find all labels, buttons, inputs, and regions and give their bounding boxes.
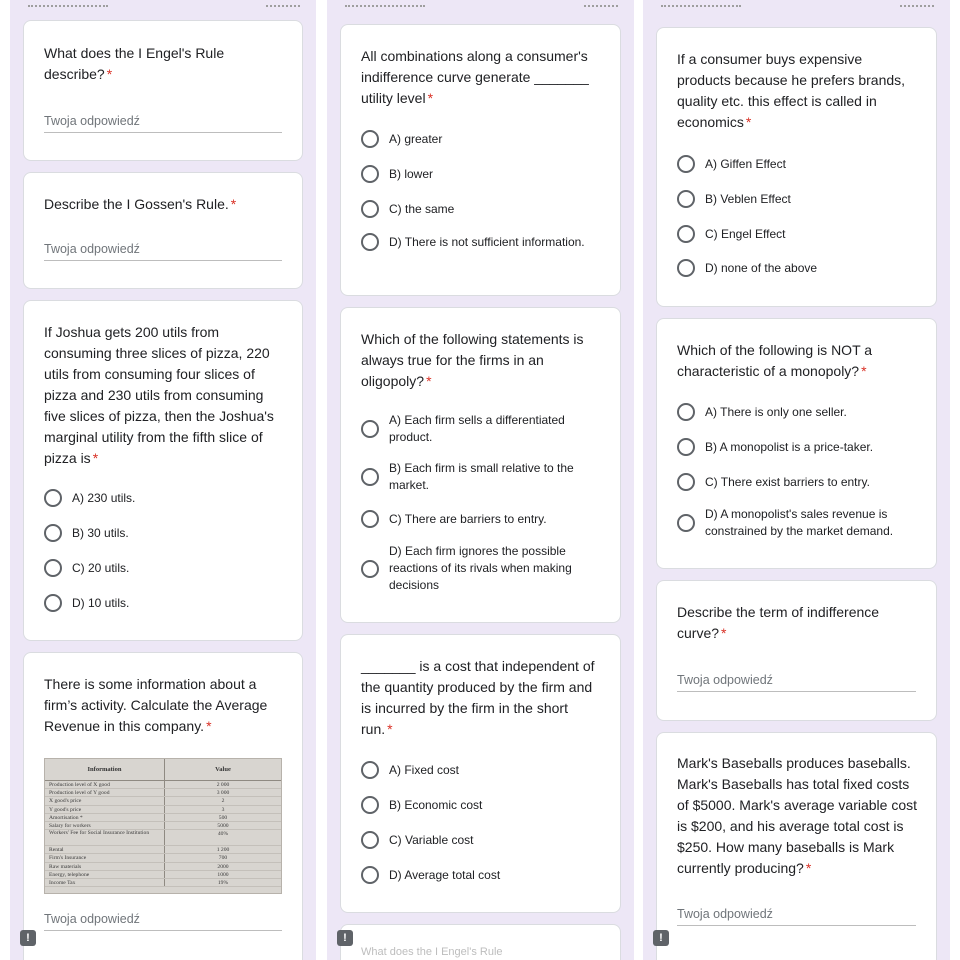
radio-button[interactable] [677, 190, 695, 208]
radio-option[interactable]: D) Each firm ignores the possible reactions of its rivals when making decisions [361, 543, 606, 594]
report-icon[interactable]: ! [653, 930, 669, 946]
partial-question-text: What does the I Engel's Rule [361, 946, 503, 958]
table-row: Amortisation * 500 [45, 814, 281, 822]
radio-option[interactable]: D) There is not sufficient information. [361, 233, 606, 251]
short-answer-input[interactable]: Twoja odpowiedź [677, 906, 916, 926]
report-icon[interactable]: ! [337, 930, 353, 946]
question-card-monopoly [656, 318, 937, 569]
table-row: Rental 1 200 [45, 846, 281, 854]
status-bar [327, 2, 634, 14]
question-card-indifference-curve [656, 580, 937, 721]
question-title: There is some information about a firm’s activity. Calculate the Average Revenue in this company. * [44, 676, 268, 734]
info-table-image [44, 758, 282, 894]
radio-option[interactable]: A) There is only one seller. [677, 403, 922, 421]
question-card-average-revenue [23, 652, 303, 960]
radio-option[interactable]: D) 10 utils. [44, 594, 288, 612]
short-answer-input[interactable]: Twoja odpowiedź [44, 113, 282, 133]
radio-button[interactable] [677, 403, 695, 421]
radio-button[interactable] [361, 130, 379, 148]
radio-button[interactable] [361, 761, 379, 779]
question-card-gossens-rule [23, 172, 303, 289]
table-row: Workers' Fee for Social Insurance Institution 40% [45, 830, 281, 846]
question-card-fixed-cost [340, 634, 621, 913]
table-row: Production level of X good 2 000 [45, 781, 281, 789]
radio-option[interactable]: C) the same [361, 200, 606, 218]
question-title: Mark's Baseballs produces baseballs. Mark's Baseballs has total fixed costs of $5000. Mark's average variable cost is $200, and his average total cost is $250. How many baseballs is Mark currently producing? * [677, 755, 918, 876]
table-row: Production level of Y good 3 000 [45, 789, 281, 797]
question-title: If a consumer buys expensive products because he prefers brands, quality etc. this effect is called in economics * [677, 51, 906, 130]
question-card-indifference-utility [340, 24, 621, 296]
table-row: Income Tax 19% [45, 879, 281, 887]
table-row: Y good's price 3 [45, 806, 281, 814]
form-panel-3 [643, 0, 950, 960]
radio-button[interactable] [677, 225, 695, 243]
table-row: X good's price 2 [45, 797, 281, 805]
table-row: Salary for workers 5000 [45, 822, 281, 830]
radio-button[interactable] [44, 559, 62, 577]
question-title: What does the I Engel's Rule describe? * [44, 45, 225, 82]
radio-button[interactable] [677, 473, 695, 491]
table-header: Information Value [45, 759, 281, 781]
radio-option[interactable]: D) Average total cost [361, 866, 606, 884]
status-bar [643, 2, 950, 14]
radio-option[interactable]: A) Giffen Effect [677, 155, 922, 173]
radio-option[interactable]: B) 30 utils. [44, 524, 288, 542]
table-row: Firm's Insurance 700 [45, 854, 281, 862]
short-answer-input[interactable]: Twoja odpowiedź [44, 241, 282, 261]
radio-option[interactable]: B) Each firm is small relative to the market. [361, 460, 606, 494]
question-card-brand-effect [656, 27, 937, 307]
question-title: All combinations along a consumer's indifference curve generate _______ utility level * [361, 48, 589, 106]
radio-button[interactable] [677, 155, 695, 173]
radio-button[interactable] [361, 866, 379, 884]
table-row: Energy, telephone 1000 [45, 871, 281, 879]
radio-option[interactable]: C) Engel Effect [677, 225, 922, 243]
radio-button[interactable] [361, 165, 379, 183]
question-title: Describe the I Gossen's Rule. * [44, 196, 237, 212]
question-card-baseballs [656, 732, 937, 960]
radio-option[interactable]: C) There exist barriers to entry. [677, 473, 922, 491]
radio-button[interactable] [361, 510, 379, 528]
question-card-engels-rule [23, 20, 303, 161]
question-title: _______ is a cost that independent of the quantity produced by the firm and is incurred by the firm in the short run. * [361, 658, 595, 737]
report-icon[interactable]: ! [20, 930, 36, 946]
radio-option[interactable]: C) 20 utils. [44, 559, 288, 577]
radio-button[interactable] [361, 560, 379, 578]
radio-option[interactable]: A) greater [361, 130, 606, 148]
question-title: If Joshua gets 200 utils from consuming three slices of pizza, 220 utils from consuming four slices of pizza and 230 utils from consuming five slices of pizza, then the Joshua's marginal utility from the fifth slice of pizza is * [44, 324, 274, 466]
radio-button[interactable] [361, 796, 379, 814]
radio-option[interactable]: D) A monopolist's sales revenue is constrained by the market demand. [677, 506, 922, 540]
short-answer-input[interactable]: Twoja odpowiedź [44, 911, 282, 931]
radio-button[interactable] [677, 259, 695, 277]
radio-option[interactable]: A) 230 utils. [44, 489, 288, 507]
radio-button[interactable] [361, 468, 379, 486]
radio-option[interactable]: C) Variable cost [361, 831, 606, 849]
radio-button[interactable] [44, 594, 62, 612]
radio-button[interactable] [44, 524, 62, 542]
radio-option[interactable]: A) Each firm sells a differentiated product. [361, 412, 606, 446]
table-row: Raw materials 2000 [45, 863, 281, 871]
question-title: Describe the term of indifference curve? * [677, 604, 880, 641]
radio-button[interactable] [44, 489, 62, 507]
radio-button[interactable] [677, 514, 695, 532]
radio-button[interactable] [361, 831, 379, 849]
radio-option[interactable]: B) Economic cost [361, 796, 606, 814]
status-bar [10, 2, 316, 14]
question-card-oligopoly [340, 307, 621, 623]
radio-option[interactable]: B) lower [361, 165, 606, 183]
question-title: Which of the following statements is always true for the firms in an oligopoly? * [361, 331, 584, 389]
radio-option[interactable]: B) A monopolist is a price-taker. [677, 438, 922, 456]
question-title: Which of the following is NOT a characteristic of a monopoly? * [677, 342, 873, 379]
radio-button[interactable] [361, 420, 379, 438]
short-answer-input[interactable]: Twoja odpowiedź [677, 672, 916, 692]
radio-option[interactable]: D) none of the above [677, 259, 922, 277]
form-panel-1 [10, 0, 316, 960]
question-card-marginal-utility [23, 300, 303, 641]
radio-button[interactable] [361, 233, 379, 251]
radio-option[interactable]: A) Fixed cost [361, 761, 606, 779]
radio-button[interactable] [677, 438, 695, 456]
radio-option[interactable]: B) Veblen Effect [677, 190, 922, 208]
radio-button[interactable] [361, 200, 379, 218]
form-panel-2 [327, 0, 634, 960]
radio-option[interactable]: C) There are barriers to entry. [361, 510, 606, 528]
